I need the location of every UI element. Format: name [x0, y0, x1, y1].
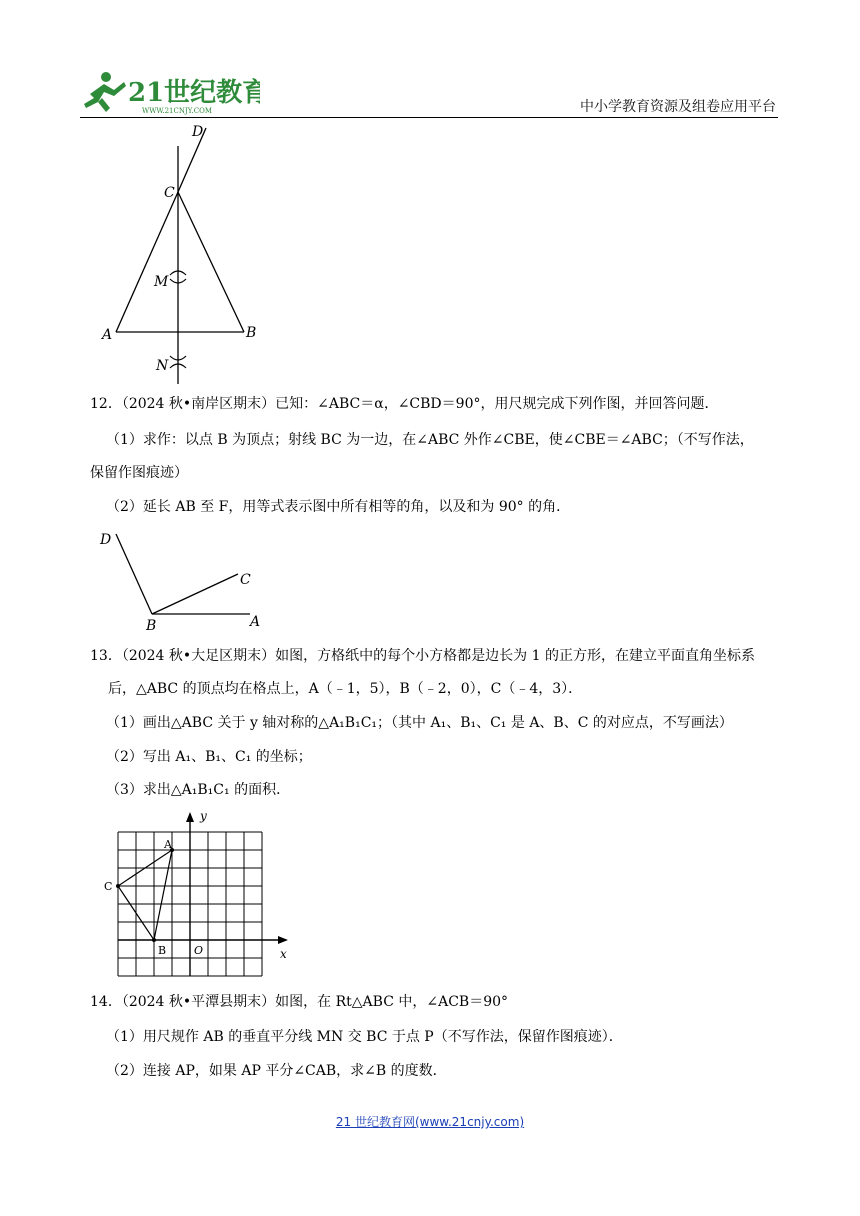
label-a: A: [250, 614, 261, 630]
label-a: A: [102, 327, 113, 343]
logo-text: 21世纪教育: [128, 78, 260, 108]
label-a: A: [164, 838, 172, 851]
q12-stem: 12．（2024 秋•南岸区期末）已知：∠ABC＝α，∠CBD＝90°，用尺规完成下列作图，并回答问题．: [90, 396, 719, 412]
q14-stem: 14．（2024 秋•平潭县期末）如图，在 Rt△ABC 中，∠ACB＝90°: [90, 994, 509, 1010]
label-d: D: [100, 532, 112, 548]
figure-angle-abc: [98, 528, 268, 632]
label-n: N: [156, 358, 169, 374]
runner-logo-icon: [84, 72, 126, 112]
q13-stem: 13．（2024 秋•大足区期末）如图，方格纸中的每个小方格都是边长为 1 的正方形，在建立平面直角坐标系: [90, 648, 755, 664]
q13-stem-cont: 后，△ABC 的顶点均在格点上，A（﹣1，5），B（﹣2，0），C（﹣4，3）．: [108, 681, 583, 697]
q12-part2: （2）延长 AB 至 F，用等式表示图中所有相等的角，以及和为 90° 的角．: [106, 499, 571, 515]
q12-part1-cont: 保留作图痕迹）: [90, 465, 188, 481]
label-c: C: [240, 572, 251, 588]
label-c: C: [104, 880, 113, 893]
label-b: B: [146, 618, 157, 632]
header-divider: [80, 117, 778, 118]
label-x: x: [280, 947, 287, 961]
label-b: B: [158, 944, 167, 957]
q13-part3: （3）求出△A₁B₁C₁ 的面积．: [106, 782, 291, 798]
q14-part2: （2）连接 AP，如果 AP 平分∠CAB，求∠B 的度数．: [106, 1063, 447, 1079]
label-m: M: [154, 274, 169, 290]
logo-subtext: WWW.21CNJY.COM: [142, 107, 212, 115]
label-o: O: [194, 944, 204, 957]
label-d: D: [192, 124, 204, 140]
label-c: C: [164, 185, 175, 201]
platform-name: 中小学教育资源及组卷应用平台: [580, 99, 776, 115]
q13-part2: （2）写出 A₁、B₁、C₁ 的坐标；: [106, 749, 312, 765]
footer-link[interactable]: 21 世纪教育网(www.21cnjy.com): [335, 1115, 525, 1129]
q12-part1: （1）求作：以点 B 为顶点；射线 BC 为一边，在∠ABC 外作∠CBE，使∠CBE＝∠ABC；（不写作法，: [106, 432, 754, 448]
figure-triangle-bisector: [100, 122, 270, 384]
figure-coordinate-grid: [100, 808, 295, 986]
q13-part1: （1）画出△ABC 关于 y 轴对称的△A₁B₁C₁；（其中 A₁、B₁、C₁ 是 A、B、C 的对应点，不写画法）: [106, 715, 733, 731]
q14-part1: （1）用尺规作 AB 的垂直平分线 MN 交 BC 于点 P（不写作法，保留作图痕迹）．: [106, 1029, 623, 1045]
site-logo: [80, 68, 260, 118]
label-y: y: [200, 809, 207, 823]
label-b: B: [246, 325, 257, 341]
